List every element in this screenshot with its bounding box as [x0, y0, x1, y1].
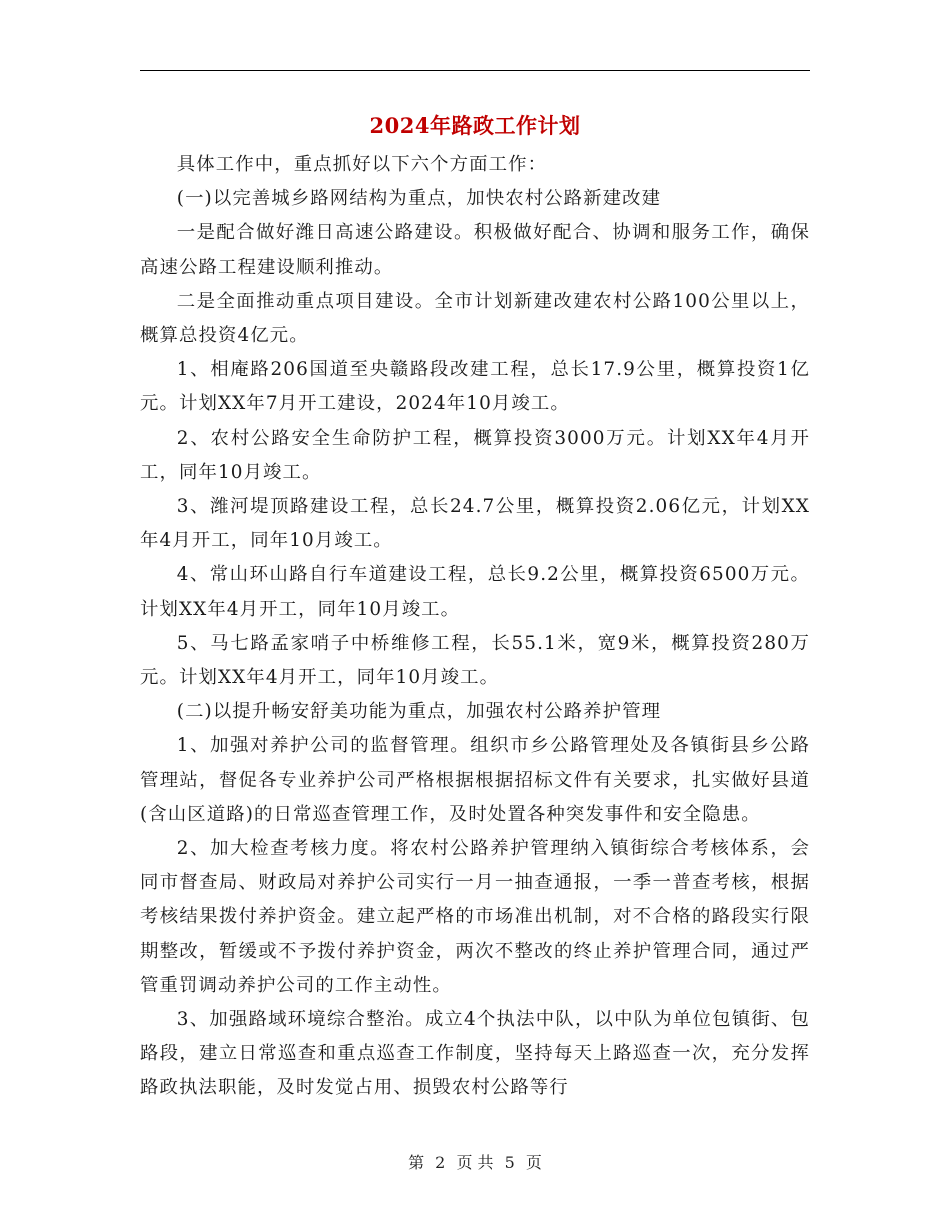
section-heading-1: (一)以完善城乡路网结构为重点，加快农村公路新建改建: [176, 188, 662, 210]
paragraph: 具体工作中，重点抓好以下六个方面工作：: [176, 154, 548, 175]
list-item: 4、常山环山路自行车道建设工程，总长9.2公里，概算投资6500万元。计划XX年4月开工，同年10月竣工。: [140, 564, 810, 620]
footer-prefix: 第: [408, 1153, 425, 1172]
list-item: 2、加大检查考核力度。将农村公路养护管理纳入镇街综合考核体系，会同市督查局、财政局对养护公司实行一月一抽查通报，一季一普查考核，根据考核结果拨付养护资金。建立起严格的市场准出机制，对不合格的路段实行限期整改，暂缓或不予拨付养护资金，两次不整改的终止养护管理合同，通过严管重罚调动养护公司的工作主动性。: [140, 838, 810, 996]
list-item: 3、潍河堤顶路建设工程，总长24.7公里，概算投资2.06亿元，计划XX年4月开工，同年10月竣工。: [140, 496, 810, 552]
footer-middle: 页 共: [456, 1153, 494, 1172]
list-item: 1、相庵路206国道至央赣路段改建工程，总长17.9公里，概算投资1亿元。计划XX年7月开工建设，2024年10月竣工。: [140, 359, 810, 415]
footer-total-pages: 5: [504, 1153, 515, 1172]
footer-suffix: 页: [525, 1153, 542, 1172]
paragraph: 二是全面推动重点项目建设。全市计划新建改建农村公路100公里以上，概算总投资4亿元。: [140, 290, 810, 347]
list-item: 3、加强路域环境综合整治。成立4个执法中队，以中队为单位包镇街、包路段，建立日常巡查和重点巡查工作制度，坚持每天上路巡查一次，充分发挥路政执法职能，及时发觉占用、损毁农村公路等行: [140, 1009, 810, 1099]
list-item: 1、加强对养护公司的监督管理。组织市乡公路管理处及各镇街县乡公路管理站，督促各专业养护公司严格根据根据招标文件有关要求，扎实做好县道(含山区道路)的日常巡查管理工作，及时处置各种突发事件和安全隐患。: [140, 735, 810, 825]
footer-page-number: 2: [435, 1153, 446, 1172]
section-heading-2: (二)以提升畅安舒美功能为重点，加强农村公路养护管理: [176, 701, 662, 723]
document-body: [140, 148, 810, 1106]
list-item: 2、农村公路安全生命防护工程，概算投资3000万元。计划XX年4月开工，同年10月竣工。: [140, 427, 810, 483]
document-title: 2024年路政工作计划: [369, 113, 581, 138]
paragraph: 一是配合做好潍日高速公路建设。积极做好配合、协调和服务工作，确保高速公路工程建设顺利推动。: [140, 222, 810, 278]
page-footer: [0, 1150, 950, 1173]
list-item: 5、马七路孟家哨子中桥维修工程，长55.1米，宽9米，概算投资280万元。计划XX年4月开工，同年10月竣工。: [140, 632, 810, 689]
header-rule: [140, 70, 810, 71]
